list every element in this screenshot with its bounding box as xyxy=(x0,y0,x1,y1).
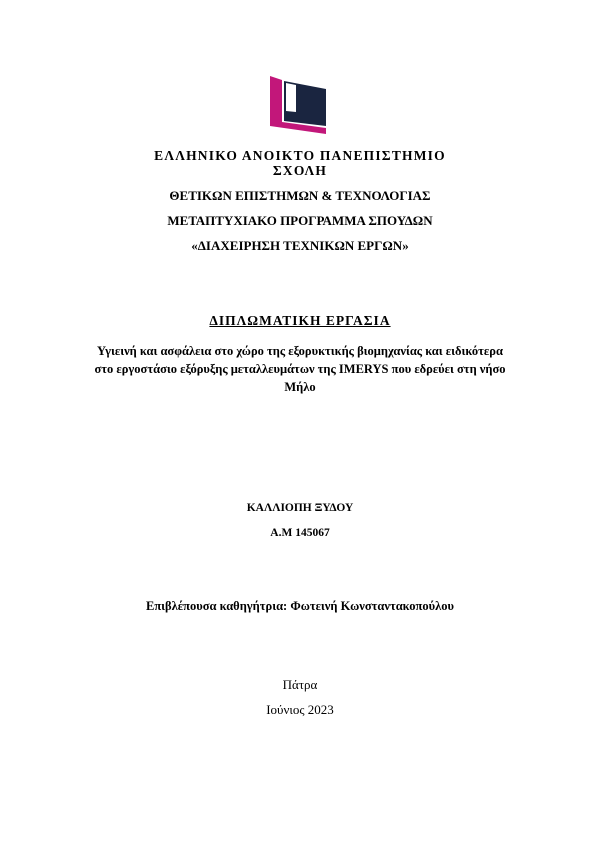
supervisor: Επιβλέπουσα καθηγήτρια: Φωτεινή Κωνσταντακοπούλου xyxy=(146,599,454,613)
thesis-title-line-1: Υγιεινή και ασφάλεια στο χώρο της εξορυκτικής βιομηχανίας και ειδικότερα xyxy=(97,344,503,358)
date: Ιούνιος 2023 xyxy=(266,702,334,717)
thesis-label: ΔΙΠΛΩΜΑΤΙΚΗ ΕΡΓΑΣΙΑ xyxy=(209,313,391,328)
university-logo xyxy=(270,76,326,134)
school-label: ΣΧΟΛΗ xyxy=(272,163,328,178)
city: Πάτρα xyxy=(282,677,318,692)
thesis-title xyxy=(55,342,545,396)
thesis-title-line-2: στο εργοστάσιο εξόρυξης μεταλλευμάτων της IMERYS που εδρεύει στη νήσο xyxy=(94,362,506,376)
university-name: ΕΛΛΗΝΙΚΟ ΑΝΟΙΚΤΟ ΠΑΝΕΠΙΣΤΗΜΙΟ xyxy=(154,148,446,163)
student-id: Α.Μ 145067 xyxy=(270,527,330,539)
school-name: ΘΕΤΙΚΩΝ ΕΠΙΣΤΗΜΩΝ & ΤΕΧΝΟΛΟΓΙΑΣ xyxy=(169,188,431,203)
program-label: ΜΕΤΑΠΤΥΧΙΑΚΟ ΠΡΟΓΡΑΜΜΑ ΣΠΟΥΔΩΝ xyxy=(167,213,433,228)
author-name: ΚΑΛΛΙΟΠΗ ΞΥΔΟΥ xyxy=(246,502,354,514)
thesis-title-line-3: Μήλο xyxy=(284,380,316,394)
program-name: «ΔΙΑΧΕΙΡΗΣΗ ΤΕΧΝΙΚΩΝ ΕΡΓΩΝ» xyxy=(191,238,409,253)
